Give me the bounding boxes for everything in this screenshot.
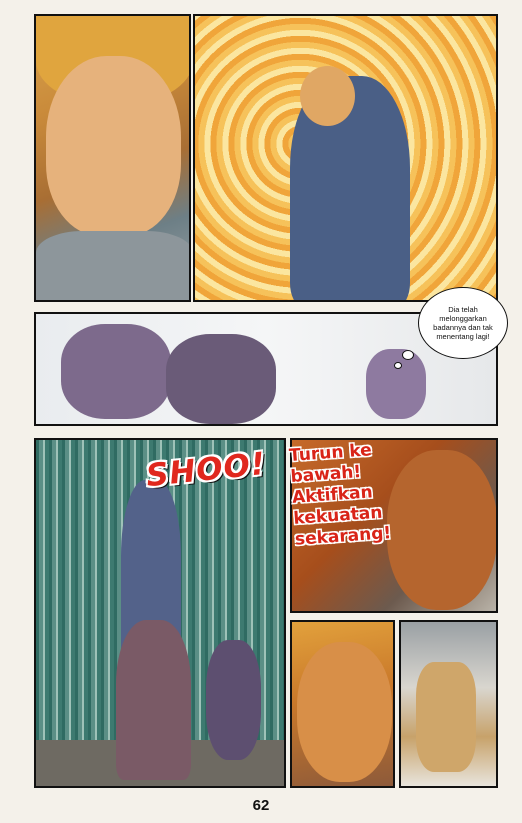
masked-warrior-1 — [61, 324, 171, 419]
shout-line: kekuatan — [292, 502, 384, 529]
sandal-foot — [416, 662, 476, 772]
panel-hero-closeup — [34, 14, 191, 302]
shout-line: bawah! — [289, 462, 362, 487]
hero-face — [46, 56, 181, 236]
masked-warrior-3 — [366, 349, 426, 419]
hero-armor — [36, 231, 191, 302]
masked-warrior-2 — [166, 334, 276, 424]
hero-head — [300, 66, 355, 126]
speech-bubble-text: Dia telah melonggarkan badannya dan tak menentang lagi! — [433, 305, 493, 341]
hero-face-angry — [297, 642, 392, 782]
sound-effect: SHOO! — [144, 445, 268, 495]
thought-dot — [394, 362, 402, 369]
shout-line: Turun ke — [288, 440, 373, 466]
speech-bubble — [418, 287, 508, 359]
page-number: 62 — [252, 797, 270, 814]
shout-line: Aktifkan — [291, 482, 374, 508]
masked-warrior — [206, 640, 261, 760]
thought-dot — [402, 350, 414, 360]
panel-hero-bound — [193, 14, 498, 302]
shout-text — [288, 438, 407, 551]
shout-line: sekarang! — [294, 523, 392, 550]
panel-sandal-foot — [399, 620, 498, 788]
panel-hero-glare — [290, 620, 395, 788]
brute-figure — [116, 620, 191, 780]
